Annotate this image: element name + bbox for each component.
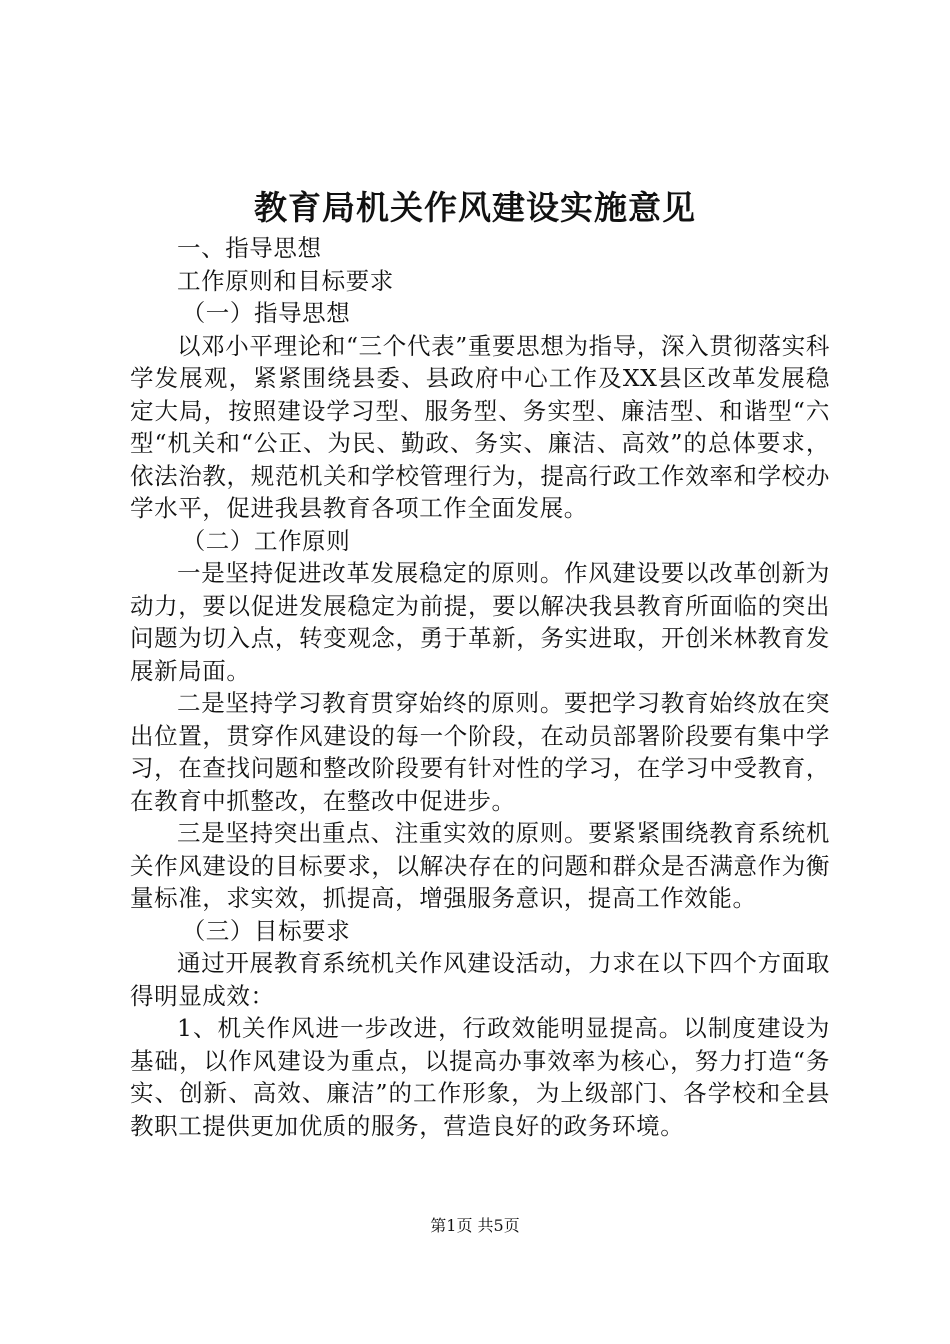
- document-title: 教育局机关作风建设实施意见: [254, 188, 696, 227]
- paragraph-goals-intro: 通过开展教育系统机关作风建设活动，力求在以下四个方面取得明显成效：: [130, 949, 830, 1010]
- paragraph-principle-three: 三是坚持突出重点、注重实效的原则。要紧紧围绕教育系统机关作风建设的目标要求，以解决存在的问题和群众是否满意作为衡量标准，求实效，抓提高，增强服务意识，提高工作效能。: [130, 819, 830, 912]
- subheading-work-principles: （二）工作原则: [181, 526, 351, 555]
- document-body: [130, 232, 830, 1142]
- section-heading-principles-goals: 工作原则和目标要求: [177, 266, 394, 295]
- paragraph-principle-one: 一是坚持促进改革发展稳定的原则。作风建设要以改革创新为动力，要以促进发展稳定为前提，要以解决我县教育所面临的突出问题为切入点，转变观念，勇于革新，务实进取，开创米林教育发展新局面。: [130, 559, 830, 685]
- paragraph-goal-one: 1、机关作风进一步改进，行政效能明显提高。以制度建设为基础，以作风建设为重点，以提高办事效率为核心，努力打造“务实、创新、高效、廉洁”的工作形象，为上级部门、各学校和全县教职工提供更加优质的服务，营造良好的政务环境。: [130, 1014, 830, 1140]
- page-number-footer: 第1页 共5页: [430, 1216, 520, 1235]
- section-heading-guiding-ideology: 一、指导思想: [177, 234, 322, 262]
- paragraph-principle-two: 二是坚持学习教育贯穿始终的原则。要把学习教育始终放在突出位置，贯穿作风建设的每一个阶段，在动员部署阶段要有集中学习，在查找问题和整改阶段要有针对性的学习，在学习中受教育，在教育中抓整改，在整改中促进步。: [130, 689, 830, 815]
- paragraph-guiding-ideology: 以邓小平理论和“三个代表”重要思想为指导，深入贯彻落实科学发展观，紧紧围绕县委、县政府中心工作及XX县区改革发展稳定大局，按照建设学习型、服务型、务实型、廉洁型、和谐型“六型“机关和“公正、为民、勤政、务实、廉洁、高效”的总体要求，依法治教，规范机关和学校管理行为，提高行政工作效率和学校办学水平，促进我县教育各项工作全面发展。: [130, 331, 830, 522]
- subheading-goals: （三）目标要求: [181, 916, 351, 945]
- subheading-guiding-ideology: （一）指导思想: [181, 299, 351, 327]
